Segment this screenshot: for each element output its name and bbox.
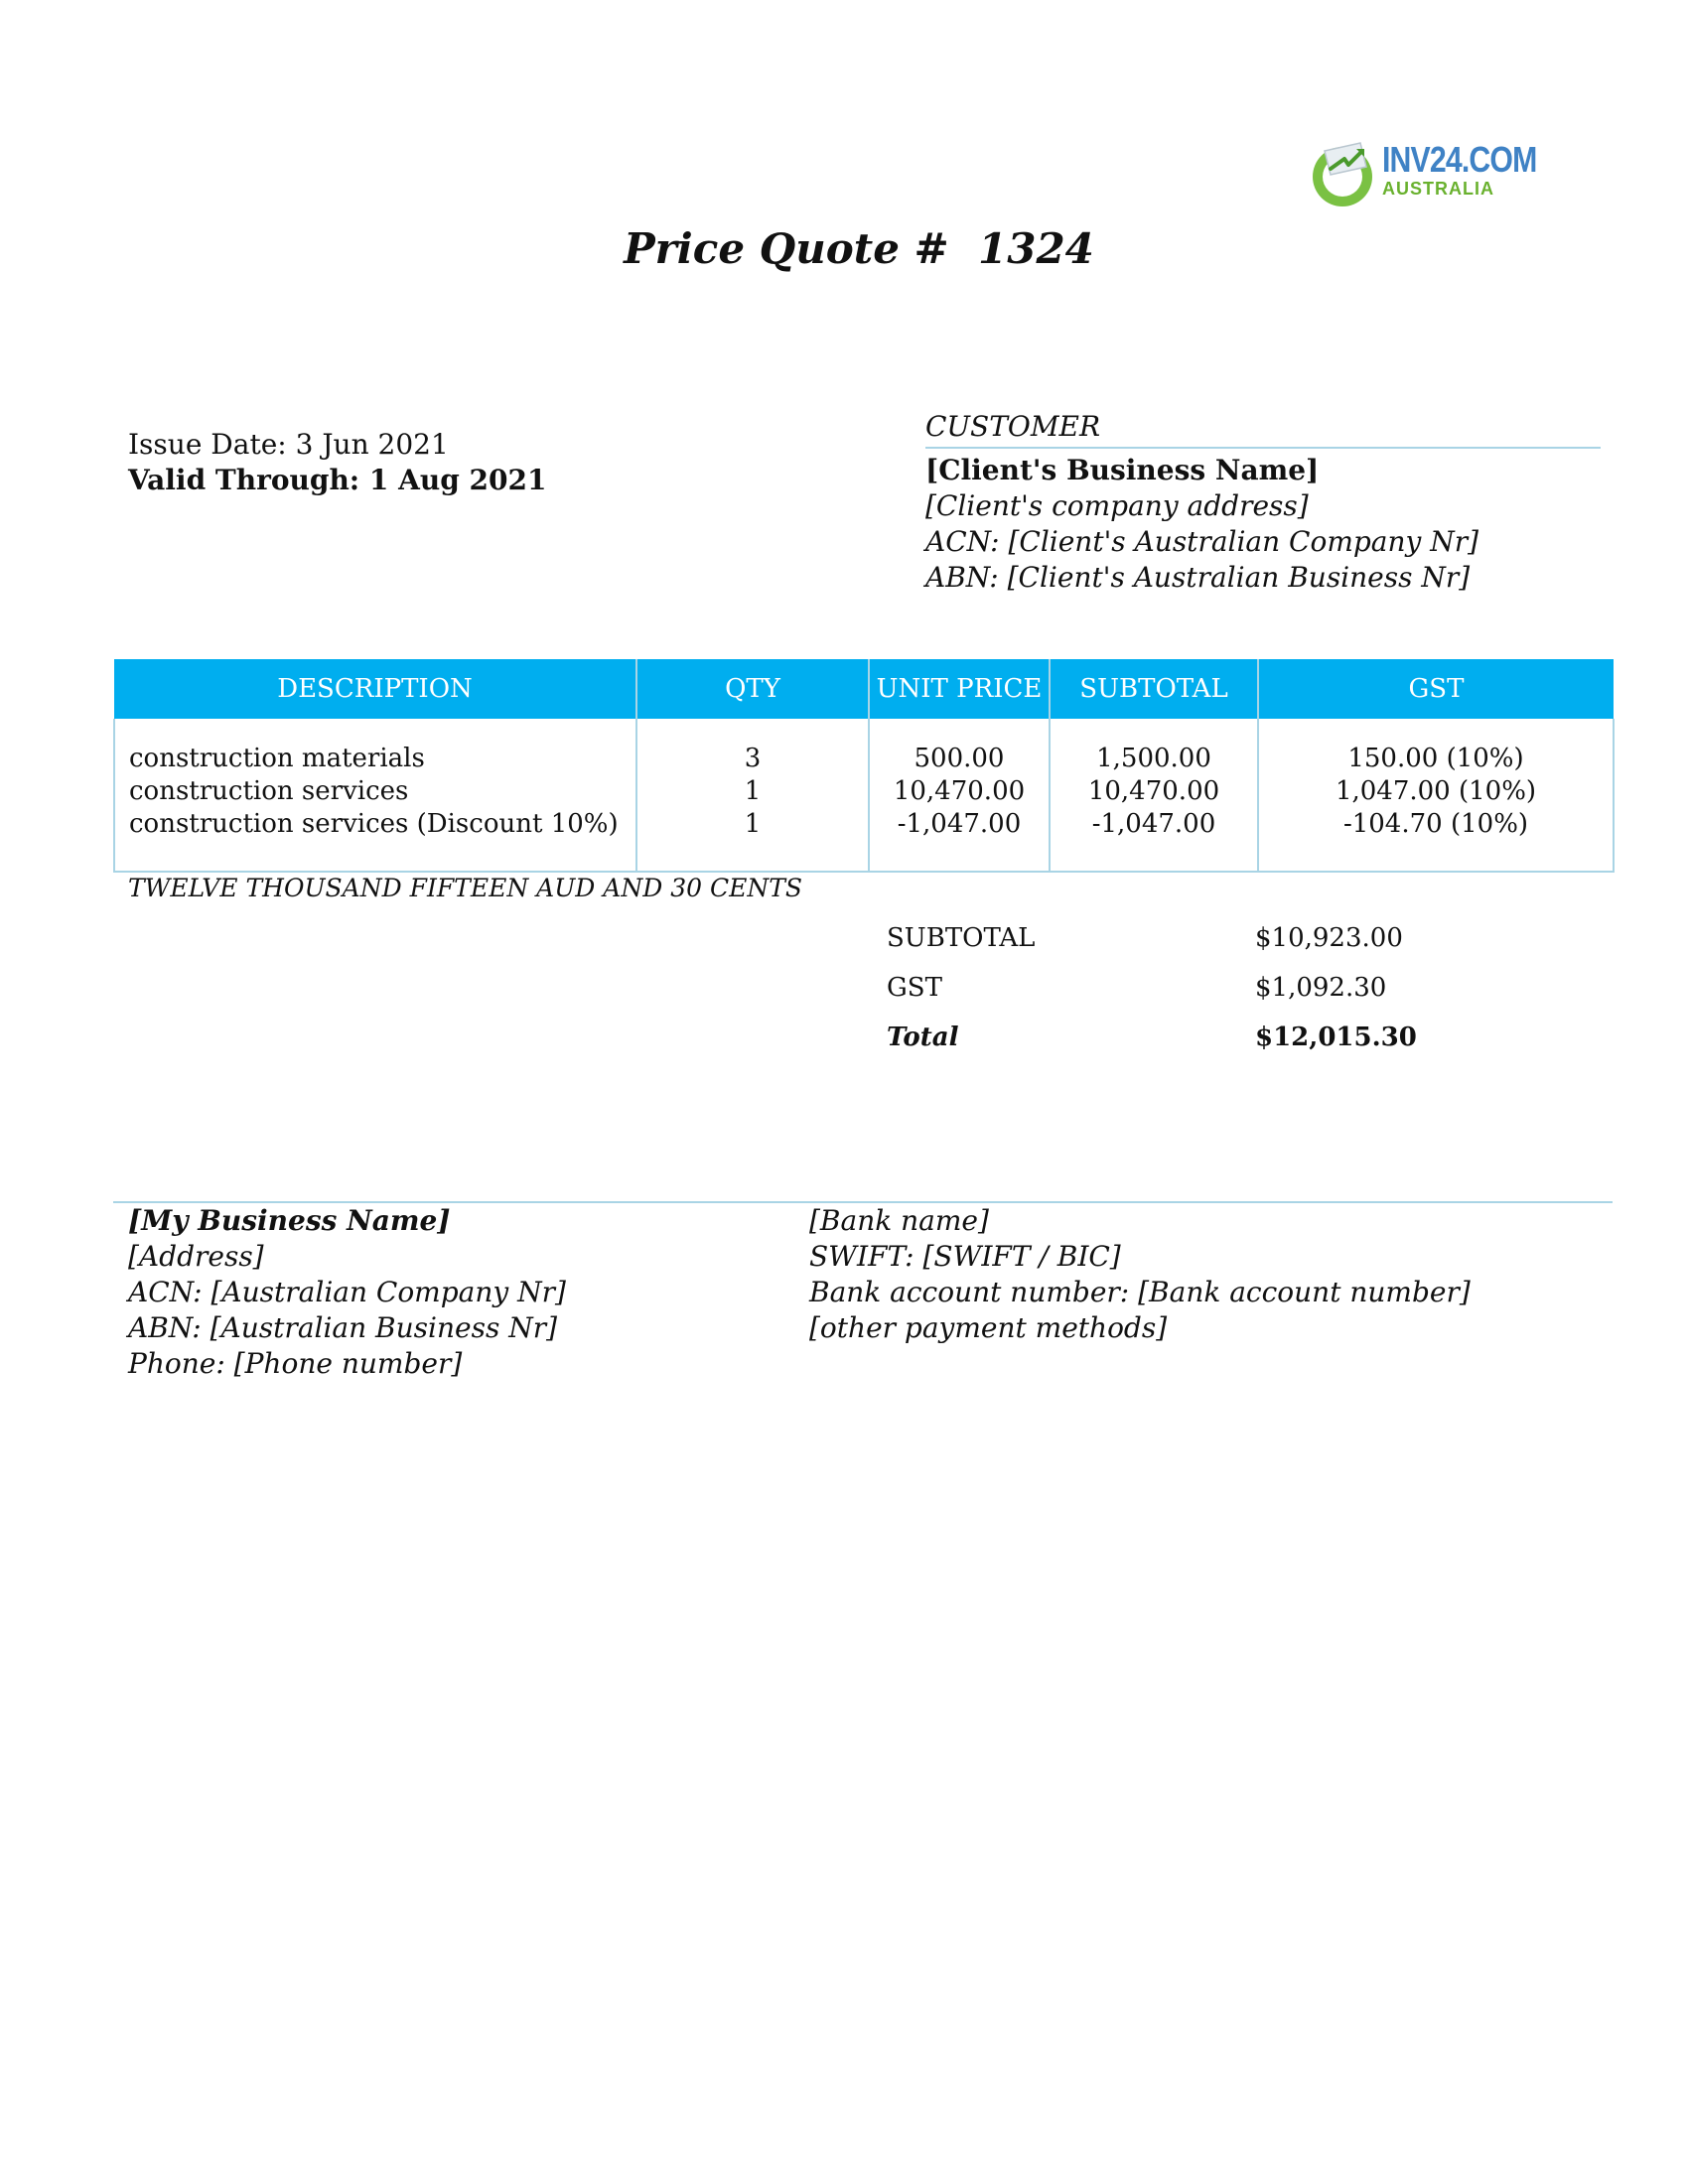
item-subtotal: 1,500.00 <box>1096 744 1211 773</box>
subtotal-value: $10,923.00 <box>1255 923 1403 953</box>
customer-acn: ACN: [Client's Australian Company Nr] <box>925 525 1479 558</box>
unit-price-cell <box>869 719 1050 872</box>
col-header-qty: QTY <box>636 659 869 719</box>
gst-value: $1,092.30 <box>1255 973 1387 1003</box>
company-logo <box>1309 137 1537 210</box>
item-subtotal: -1,047.00 <box>1091 809 1216 839</box>
col-header-description: DESCRIPTION <box>114 659 636 719</box>
logo-icon <box>1309 137 1382 210</box>
col-header-unit-price: UNIT PRICE <box>869 659 1050 719</box>
bank-name: [Bank name] <box>809 1204 989 1237</box>
business-address: [Address] <box>128 1240 264 1273</box>
bank-account: Bank account number: [Bank account number] <box>809 1276 1471 1308</box>
item-subtotal: 10,470.00 <box>1087 776 1220 806</box>
item-gst: 150.00 (10%) <box>1347 744 1524 773</box>
item-unit-price: -1,047.00 <box>897 809 1022 839</box>
business-abn: ABN: [Australian Business Nr] <box>128 1311 558 1344</box>
quote-dates <box>128 427 546 498</box>
item-description: construction materials <box>129 744 425 773</box>
item-description: construction services <box>129 776 409 806</box>
subtotal-cell <box>1050 719 1258 872</box>
page-title: Price Quote # 1324 <box>624 224 1094 273</box>
customer-name: [Client's Business Name] <box>925 454 1320 486</box>
item-unit-price: 10,470.00 <box>893 776 1026 806</box>
business-phone: Phone: [Phone number] <box>128 1347 463 1380</box>
gst-cell <box>1258 719 1614 872</box>
bank-block <box>809 1203 1471 1346</box>
logo-brand-text: INV24.COM <box>1382 139 1537 180</box>
item-unit-price: 500.00 <box>914 744 1005 773</box>
subtotal-label: SUBTOTAL <box>887 923 1036 953</box>
business-block <box>128 1203 566 1382</box>
issue-date: Issue Date: 3 Jun 2021 <box>128 428 449 461</box>
col-header-gst: GST <box>1258 659 1614 719</box>
business-acn: ACN: [Australian Company Nr] <box>128 1276 566 1308</box>
description-cell <box>114 719 636 872</box>
amount-in-words: TWELVE THOUSAND FIFTEEN AUD AND 30 CENTS <box>128 874 803 902</box>
total-value: $12,015.30 <box>1255 1023 1417 1052</box>
item-qty: 1 <box>744 809 762 839</box>
item-qty: 1 <box>744 776 762 806</box>
customer-block <box>925 409 1601 596</box>
total-label: Total <box>887 1023 959 1052</box>
qty-cell <box>636 719 869 872</box>
item-gst: 1,047.00 (10%) <box>1335 776 1537 806</box>
customer-label: CUSTOMER <box>925 409 1601 449</box>
customer-abn: ABN: [Client's Australian Business Nr] <box>925 561 1471 594</box>
item-description: construction services (Discount 10%) <box>129 809 619 839</box>
line-items-table <box>113 659 1615 873</box>
business-name: [My Business Name] <box>128 1204 451 1237</box>
customer-address: [Client's company address] <box>925 489 1309 522</box>
item-qty: 3 <box>744 744 762 773</box>
bank-swift: SWIFT: [SWIFT / BIC] <box>809 1240 1121 1273</box>
logo-sub-text: AUSTRALIA <box>1382 179 1494 199</box>
valid-through-date: Valid Through: 1 Aug 2021 <box>128 464 547 496</box>
table-body-row <box>114 719 1614 872</box>
bank-other-methods: [other payment methods] <box>809 1311 1168 1344</box>
table-header-row <box>114 659 1614 719</box>
col-header-subtotal: SUBTOTAL <box>1050 659 1258 719</box>
gst-label: GST <box>887 973 942 1003</box>
item-gst: -104.70 (10%) <box>1342 809 1529 839</box>
